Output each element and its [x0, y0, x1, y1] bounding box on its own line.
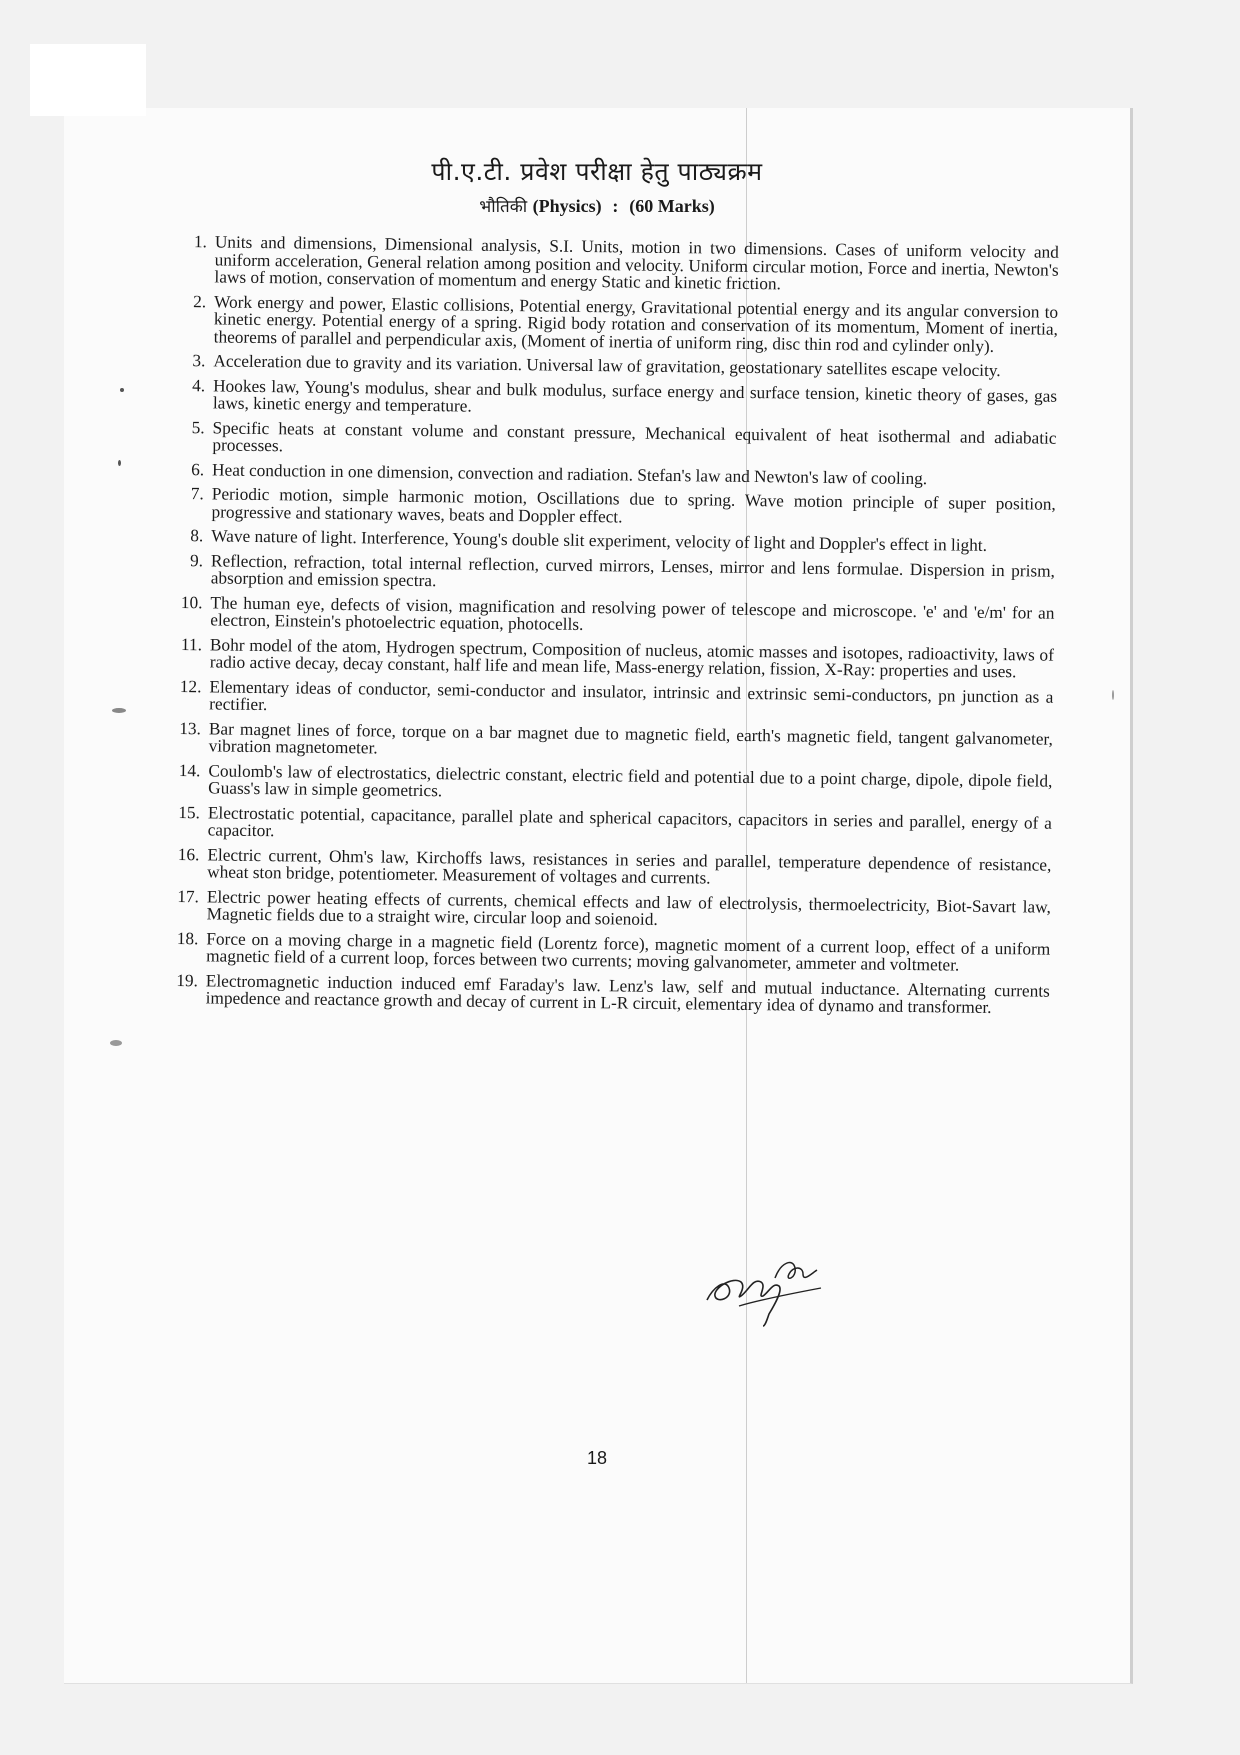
topic-item — [174, 593, 1054, 639]
topic-item — [171, 887, 1051, 933]
topic-item — [170, 929, 1050, 975]
scan-speck — [112, 708, 126, 713]
topic-text: Units and dimensions, Dimensional analysis, S.I. Units, motion in two dimensions. Cases of uniform velocity and uniform acceleration, General relation among position and velocity. Uniform circular motion, Force and inertia, Newton's laws of motion, conservation of momentum and energy Static and kinetic friction. — [214, 232, 1059, 294]
topic-text: Electric current, Ohm's law, Kirchoffs laws, resistances in series and parallel, temperature dependence of resistance, wheat ston bridge, potentiometer. Measurement of voltages and currents. — [207, 844, 1052, 888]
topic-number: 11. — [180, 634, 203, 654]
topic-number: 2. — [193, 291, 207, 311]
topic-number: 9. — [189, 550, 204, 570]
topic-number: 7. — [190, 484, 204, 504]
subject-separator: : — [612, 196, 619, 216]
topic-number: 3. — [192, 351, 206, 371]
topic-text: Work energy and power, Elastic collisions, Potential energy, Gravitational potential energy and its angular conversion to kinetic energy. Potential energy of a spring. Rigid body rotation and conservation of its momentum, Moment of inertia, theorems of parallel and perpendicular axis, (Moment of inertia of uniform ring, disc thin rod and cylinder only). — [213, 291, 1059, 356]
topic-item — [177, 376, 1057, 422]
topic-number: 17. — [177, 886, 200, 906]
topic-number: 19. — [176, 970, 198, 990]
topic-number: 12. — [179, 676, 202, 696]
topic-number: 1. — [193, 232, 208, 252]
topic-text: Acceleration due to gravity and its variation. Universal law of gravitation, geostationary satellites escape velocity. — [213, 351, 1001, 381]
topic-text: The human eye, defects of vision, magnification and resolving power of telescope and microscope. 'e' and 'e/m' for an electron, Einstein's photoelectric equation, photocells. — [210, 592, 1055, 634]
topic-item — [174, 635, 1054, 681]
topic-text: Electromagnetic induction induced emf Faraday's law. Lenz's law, self and mutual inductance. Alternating currents impedence and reactance growth and decay of current in L-R circuit, elementary idea of dynamo and transformer. — [205, 970, 1050, 1017]
topic-item — [173, 719, 1053, 765]
topic-text: Coulomb's law of electrostatics, dielectric constant, electric field and potential due to a point charge, dipole, dipole field, Guass's law in simple geometrics. — [208, 760, 1053, 801]
topic-item — [170, 971, 1050, 1017]
topic-number: 5. — [191, 417, 205, 437]
topic-item — [171, 845, 1051, 891]
syllabus-topic-list — [169, 233, 1058, 1024]
topic-number: 18. — [176, 928, 199, 948]
topic-text: Electrostatic potential, capacitance, parallel plate and spherical capacitors, capacitors in series and parallel, energy of a capacitor. — [207, 802, 1052, 841]
topic-number: 4. — [192, 375, 206, 395]
topic-text: Specific heats at constant volume and constant pressure, Mechanical equivalent of heat isothermal and adiabatic processes. — [212, 417, 1057, 456]
topic-item — [175, 485, 1055, 531]
topic-number: 10. — [180, 592, 203, 612]
subject-english: (Physics) — [532, 196, 602, 216]
topic-number: 8. — [190, 526, 204, 546]
subject-line — [64, 194, 1130, 217]
hindi-title: पी.ए.टी. प्रवेश परीक्षा हेतु पाठ्यक्रम — [431, 157, 763, 186]
topic-item — [172, 761, 1052, 807]
topic-text: Elementary ideas of conductor, semi-conductor and insulator, intrinsic and extrinsic semi-conductors, pn junction as a rectifier. — [209, 676, 1054, 715]
topic-item — [172, 803, 1052, 849]
topic-item — [176, 418, 1056, 464]
topic-number: 6. — [191, 459, 205, 479]
document-page — [64, 108, 1133, 1684]
scan-artifact — [30, 44, 146, 116]
topic-item — [175, 551, 1055, 597]
scan-speck — [1112, 690, 1114, 700]
topic-text: Force on a moving charge in a magnetic field (Lorentz force), magnetic moment of a current loop, effect of a uniform magnetic field of a current loop, forces between two currents; moving galvanometer, ammeter and voltmeter. — [206, 928, 1051, 975]
page-header — [64, 154, 1130, 217]
scan-speck — [120, 388, 124, 392]
scan-speck — [110, 1040, 122, 1046]
topic-item — [175, 527, 1055, 555]
page-number: 18 — [586, 1448, 608, 1468]
topic-text: Electric power heating effects of currents, chemical effects and law of electrolysis, thermoelectricity, Biot-Savart law, Magnetic fields due to a straight wire, circular loop and soienoid. — [206, 886, 1051, 929]
topic-text: Wave nature of light. Interference, Young's double slit experiment, velocity of light and Doppler's effect in light. — [211, 526, 988, 555]
topic-item — [178, 292, 1059, 355]
topic-text: Periodic motion, simple harmonic motion, Oscillations due to spring. Wave motion principle of super position, progressive and stationary waves, beats and Doppler effect. — [211, 484, 1056, 526]
topic-text: Heat conduction in one dimension, convection and radiation. Stefan's law and Newton's law of cooling. — [211, 459, 928, 488]
topic-item — [177, 352, 1057, 380]
subject-hindi: भौतिकी — [479, 197, 528, 217]
topic-item — [173, 677, 1053, 723]
handwritten-signature — [699, 1248, 829, 1328]
topic-text: Bar magnet lines of force, torque on a bar magnet due to magnetic field, earth's magnetic field, tangent galvanometer, vibration magnetometer. — [208, 718, 1054, 758]
scan-speck — [118, 460, 121, 466]
topic-text: Reflection, refraction, total internal reflection, curved mirrors, Lenses, mirror and lens formulae. Dispersion in prism, absorption and emission spectra. — [210, 550, 1056, 591]
topic-number: 15. — [178, 802, 201, 822]
topic-text: Bohr model of the atom, Hydrogen spectrum, Composition of nucleus, atomic masses and isotopes, radioactivity, laws of radio active decay, decay constant, half life and mean life, Mass-energy relation, fission, X-Ray: properties and uses. — [209, 634, 1055, 682]
topic-item — [176, 460, 1056, 488]
topic-text: Hookes law, Young's modulus, shear and bulk modulus, surface energy and surface tension, kinetic theory of gases, gas laws, kinetic energy and temperature. — [212, 375, 1058, 416]
topic-number: 14. — [178, 760, 201, 780]
topic-number: 13. — [179, 718, 202, 738]
subject-marks: (60 Marks) — [629, 196, 715, 216]
topic-number: 16. — [177, 844, 200, 864]
topic-item — [178, 233, 1059, 296]
